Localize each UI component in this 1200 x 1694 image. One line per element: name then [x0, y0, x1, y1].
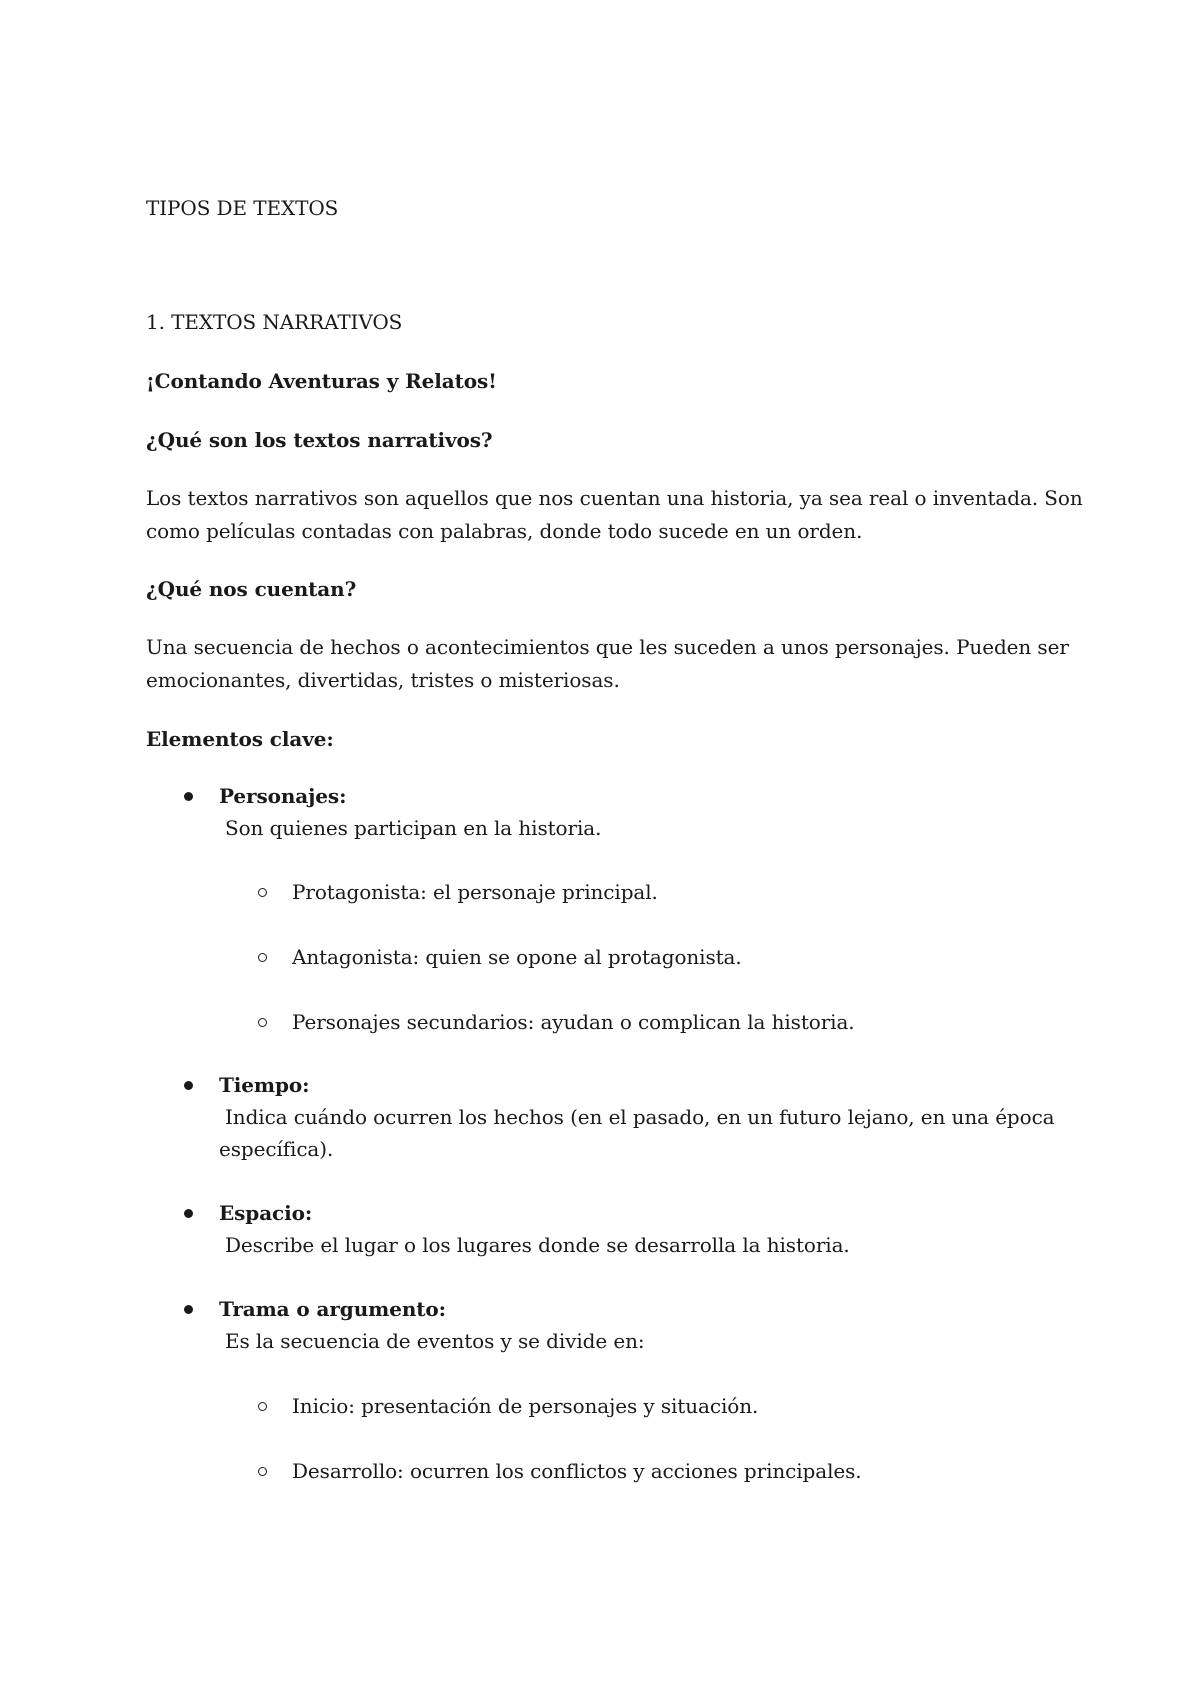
bullet-dot-icon	[184, 1209, 193, 1218]
element-personajes-label: Personajes:	[219, 784, 347, 808]
element-trama-label: Trama o argumento:	[219, 1297, 446, 1321]
element-trama-desc: Es la secuencia de eventos y se divide en:	[225, 1329, 645, 1353]
element-tiempo-label: Tiempo:	[219, 1073, 310, 1097]
section-heading: 1. TEXTOS NARRATIVOS	[146, 310, 403, 334]
personajes-sub-item: Protagonista: el personaje principal.	[292, 880, 658, 904]
element-espacio-label: Espacio:	[219, 1201, 313, 1225]
question-heading-2: ¿Qué nos cuentan?	[146, 577, 357, 601]
bullet-circle-icon	[258, 888, 267, 897]
bullet-circle-icon	[258, 1402, 267, 1411]
elements-heading: Elementos clave:	[146, 727, 334, 751]
bullet-dot-icon	[184, 1305, 193, 1314]
personajes-sub-item: Personajes secundarios: ayudan o complican la historia.	[292, 1010, 855, 1034]
element-tiempo-desc-line-1: Indica cuándo ocurren los hechos (en el pasado, en un futuro lejano, en una época	[225, 1105, 1055, 1129]
bullet-circle-icon	[258, 1018, 267, 1027]
element-tiempo-desc-line-2: específica).	[219, 1137, 334, 1161]
bullet-circle-icon	[258, 1467, 267, 1476]
section-subtitle: ¡Contando Aventuras y Relatos!	[146, 369, 497, 393]
document-title: TIPOS DE TEXTOS	[146, 196, 339, 220]
personajes-sub-item: Antagonista: quien se opone al protagonista.	[292, 945, 742, 969]
element-espacio-desc: Describe el lugar o los lugares donde se desarrolla la historia.	[225, 1233, 850, 1257]
bullet-circle-icon	[258, 953, 267, 962]
element-personajes-desc: Son quienes participan en la historia.	[225, 816, 602, 840]
bullet-dot-icon	[184, 1081, 193, 1090]
paragraph-1-line-1: Los textos narrativos son aquellos que nos cuentan una historia, ya sea real o inventada. Son	[146, 486, 1083, 510]
paragraph-1-line-2: como películas contadas con palabras, donde todo sucede en un orden.	[146, 519, 863, 543]
paragraph-2-line-1: Una secuencia de hechos o acontecimientos que les suceden a unos personajes. Pueden ser	[146, 635, 1069, 659]
trama-sub-item: Inicio: presentación de personajes y situación.	[292, 1394, 759, 1418]
paragraph-2-line-2: emocionantes, divertidas, tristes o misteriosas.	[146, 668, 620, 692]
trama-sub-item: Desarrollo: ocurren los conflictos y acciones principales.	[292, 1459, 862, 1483]
question-heading-1: ¿Qué son los textos narrativos?	[146, 428, 493, 452]
bullet-dot-icon	[184, 792, 193, 801]
